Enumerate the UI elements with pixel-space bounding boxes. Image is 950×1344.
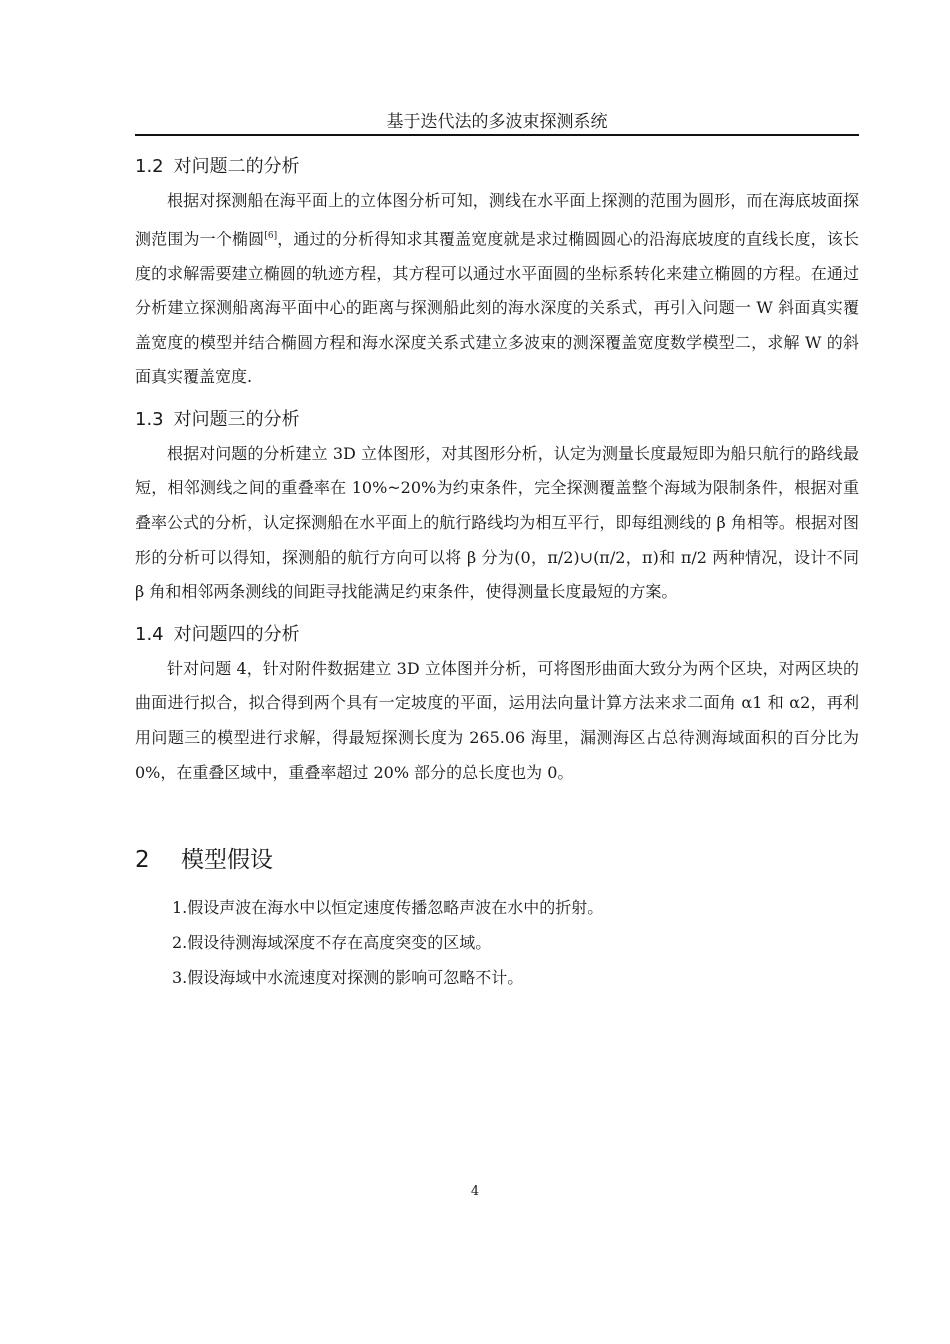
section-title: 对问题四的分析: [173, 623, 300, 645]
section-title: 对问题三的分析: [173, 408, 300, 430]
citation-marker: [6]: [264, 230, 278, 241]
assumption-item: 1.假设声波在海水中以恒定速度传播忽略声波在水中的折射。: [172, 898, 604, 918]
section-heading-1-2: [135, 150, 859, 184]
chapter-heading-2: [135, 840, 859, 880]
assumption-item: 3.假设海域中水流速度对探测的影响可忽略不计。: [172, 968, 524, 988]
page-number: 4: [470, 1184, 480, 1199]
running-header: [135, 110, 859, 136]
running-header-title: 基于迭代法的多波束探测系统: [386, 112, 608, 132]
section-number: 1.3: [135, 408, 164, 430]
section-number: 1.4: [135, 623, 164, 645]
assumption-item: 2.假设待测海域深度不存在高度突变的区域。: [172, 933, 492, 953]
paragraph-1-2: 根据对探测船在海平面上的立体图分析可知，测线在水平面上探测的范围为圆形，而在海底坡面探测范围为一个椭圆[6]，通过的分析得知求其覆盖宽度就是求过椭圆圆心的沿海底坡度的直线长度，该长度的求解需要建立椭圆的轨迹方程，其方程可以通过水平面圆的坐标系转化来建立椭圆的方程。在通过分析建立探测船离海平面中心的距离与探测船此刻的海水深度的关系式，再引入问题一 W 斜面真实覆盖宽度的模型并结合椭圆方程和海水深度关系式建立多波束的测深覆盖宽度数学模型二，求解 W 的斜面真实覆盖宽度.: [135, 191, 859, 387]
page-body: [135, 150, 859, 995]
section-title: 对问题二的分析: [173, 156, 300, 177]
chapter-title: 模型假设: [181, 847, 273, 874]
section-heading-1-4: [135, 618, 859, 652]
section-heading-1-3: [135, 403, 859, 437]
section-number: 1.2: [135, 156, 164, 177]
paragraph-1-4: 针对问题 4，针对附件数据建立 3D 立体图并分析，可将图形曲面大致分为两个区块，对两区块的曲面进行拟合，拟合得到两个具有一定坡度的平面，运用法向量计算方法来求二面角 α1 和 α2，再利用问题三的模型进行求解，得最短探测长度为 265.06 海里，漏测海区占总待测海域面积的百分比为 0%，在重叠区域中，重叠率超过 20% 部分的总长度也为 0。: [135, 658, 859, 782]
paragraph-1-3: 根据对问题的分析建立 3D 立体图形，对其图形分析，认定为测量长度最短即为船只航行的路线最短，相邻测线之间的重叠率在 10%~20%为约束条件，完全探测覆盖整个海域为限制条件，根据对重叠率公式的分析，认定探测船在水平面上的航行路线均为相互平行，即每组测线的 β 角相等。根据对图形的分析可以得知，探测船的航行方向可以将 β 分为(0，π/2)∪(π/2，π)和 π/2 两种情况，设计不同 β 角和相邻两条测线的间距寻找能满足约束条件，使得测量长度最短的方案。: [135, 443, 859, 602]
chapter-number: 2: [135, 847, 150, 874]
